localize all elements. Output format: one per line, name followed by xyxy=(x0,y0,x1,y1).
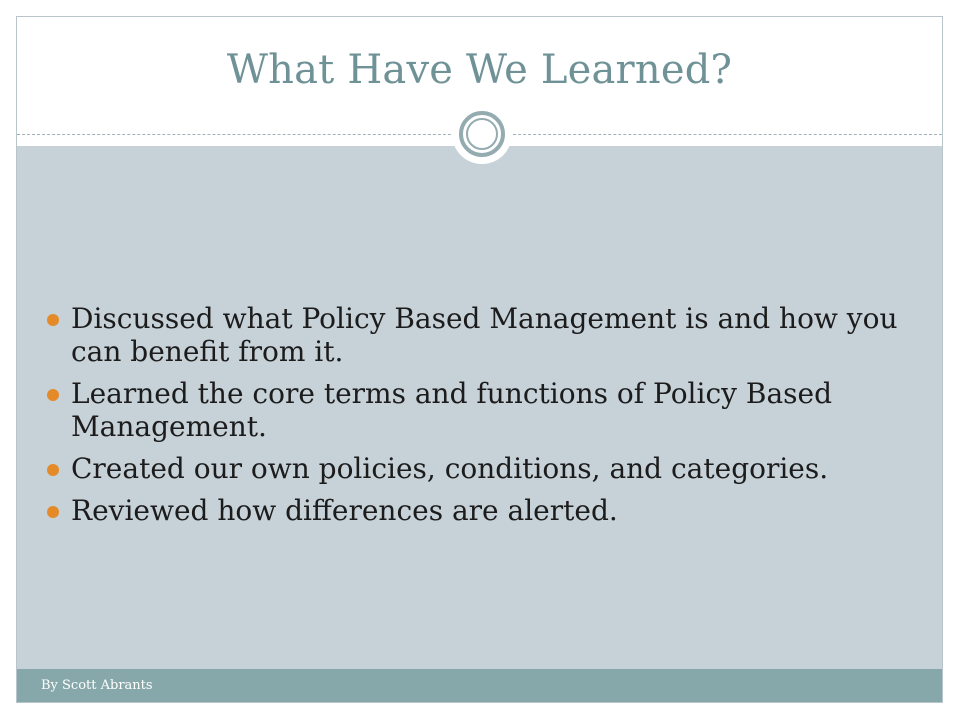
bullet-dot-icon xyxy=(47,506,59,518)
bullet-list xyxy=(53,302,923,536)
bullet-dot-icon xyxy=(47,464,59,476)
bullet-item xyxy=(53,494,923,527)
bullet-item xyxy=(53,452,923,485)
bullet-dot-icon xyxy=(47,389,59,401)
footer-bar xyxy=(17,669,942,702)
footer-author: By Scott Abrants xyxy=(41,678,153,693)
content-panel xyxy=(17,146,942,670)
bullet-text: Discussed what Policy Based Management is and how you can benefit from it. xyxy=(71,302,898,368)
bullet-item xyxy=(53,377,923,443)
bullet-text: Reviewed how differences are alerted. xyxy=(71,494,618,527)
bullet-item xyxy=(53,302,923,368)
bullet-text: Learned the core terms and functions of Policy Based Management. xyxy=(71,377,833,443)
slide-title: What Have We Learned? xyxy=(226,47,733,93)
bullet-dot-icon xyxy=(47,314,59,326)
circle-ornament-inner-icon xyxy=(466,118,498,150)
bullet-text: Created our own policies, conditions, and categories. xyxy=(71,452,829,485)
slide-frame xyxy=(16,16,943,703)
